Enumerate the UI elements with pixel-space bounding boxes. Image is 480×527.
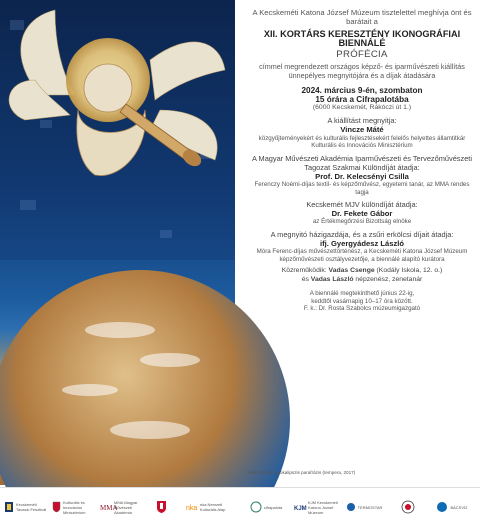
svg-text:KJM: KJM [294, 506, 307, 512]
speaker-name: Dr. Fekete Gábor [331, 209, 393, 219]
svg-text:MMA: MMA [100, 504, 118, 512]
bacsviz-logo: BÁCSVÍZ [428, 494, 476, 520]
section-mma-award [248, 154, 476, 196]
mma-logo-icon [100, 502, 118, 512]
section-heading: A Magyar Művészeti Akadémia Iparművészeti és Tervezőművészeti Tagozat Szakmai Különdíját átadja: [251, 153, 473, 172]
bacsviz-logo-icon [436, 501, 448, 513]
performers-conjunction: és [301, 275, 309, 283]
closing-line-3: F. k.: Dr. Rosta Szabolcs múzeumigazgató [303, 305, 421, 313]
closing-line-1: A biennálé megtekinthető június 22-ig, [309, 289, 415, 297]
performers-label: Közreműködik: [281, 267, 327, 275]
cifrapalota-logo: cifrapalota [244, 494, 288, 520]
festival-logo: Kecskeméti Tavaszi Fesztivál [4, 494, 48, 520]
ministry-logo: Kulturális és Innovációs Minisztérium [52, 494, 96, 520]
section-host [248, 230, 476, 263]
event-time-venue: 15 órára a Cifrapalotába [315, 94, 409, 104]
city-crest-icon [156, 500, 167, 514]
speaker-name: Vincze Máté [340, 125, 384, 135]
section-heading: A megnyitó házigazdája, és a zsűri erkölcsi díjait átadja: [270, 229, 454, 239]
festival-icon [4, 501, 14, 513]
performers [248, 267, 476, 284]
termostar-logo: TERMOSTAR [342, 494, 386, 520]
mma-logo: MMA MMA Magyar Művészeti Akadémia [100, 499, 138, 515]
speaker-description: Móra Ferenc-díjas művészettörténész, a Kecskeméti Katona József Múzeum képzőművészeti osztályvezetője, a biennálé alapító kurátora [256, 248, 468, 263]
speaker-name: Prof. Dr. Kelecsényi Csilla [315, 171, 409, 181]
closing-line-2: keddtől vasárnapig 10–17 óra között. [311, 297, 413, 305]
section-heading: A kiállítást megnyitja: [327, 116, 397, 126]
svg-text:nka: nka [186, 505, 198, 512]
event-address: (6000 Kecskemét, Rákóczi út 1.) [312, 104, 412, 112]
event-description: címmel megrendezett országos képző- és iparművészeti kiállítás ünnepélyes megnyitójára és a díjak átadására [259, 62, 465, 80]
coat-of-arms-icon [52, 501, 61, 513]
section-city-award [248, 200, 476, 226]
city-crest-logo [150, 494, 172, 520]
closing-info [248, 290, 476, 313]
seal-logo [396, 494, 420, 520]
speaker-description: közgyűjteményekért és kulturális fejlesztésekért felelős helyettes államtitkár Kulturális és Innovációs Minisztérium [258, 134, 466, 150]
nka-logo: nka nka Nemzeti Kulturális Alap [186, 502, 226, 512]
speaker-description: az Értékmegőrzési Bizottság elnöke [312, 218, 412, 226]
seal-icon [401, 500, 415, 514]
speaker-name: ifj. Gyergyádesz László [320, 239, 404, 249]
kjm-logo-icon [294, 502, 306, 512]
performer-name-2: Vadas László [310, 275, 354, 283]
biennale-subtitle: PRÓFÉCIA [336, 49, 388, 61]
cifrapalota-icon [250, 501, 262, 513]
artwork-caption: Kiss Katalin: Apokalipszis parafrázis (tempera, 2017) [248, 470, 356, 475]
sponsor-footer [0, 487, 480, 527]
performer-detail-2: népzenész, zenetanár [355, 275, 423, 283]
artwork-apocalypse-paraphrase [0, 0, 235, 485]
termostar-logo-icon [346, 502, 356, 512]
performer-name-1: Vadas Csenge [328, 267, 375, 275]
section-heading: Kecskemét MJV különdíját átadja: [306, 200, 418, 210]
performer-detail-1: (Kodály Iskola, 12. o.) [376, 267, 443, 275]
invitation-panel [248, 8, 476, 486]
event-date: 2024. március 9-én, szombaton [301, 85, 423, 95]
biennale-title: XII. KORTÁRS KERESZTÉNY IKONOGRÁFIAI BIENNÁLÉ [263, 28, 461, 49]
artwork-painting [0, 0, 235, 485]
kjm-logo: KJM KJM Kecskeméti Katona József Múzeum [294, 499, 338, 515]
speaker-description: Ferenczy Noémi-díjas textil- és képzőművész, egyetemi tanár, az MMA rendes tagja [254, 181, 470, 196]
intro-text: A Kecskeméti Katona József Múzeum tisztelettel meghívja önt és barátait a [252, 8, 472, 27]
section-opening [248, 116, 476, 149]
nka-logo-icon [186, 502, 198, 512]
